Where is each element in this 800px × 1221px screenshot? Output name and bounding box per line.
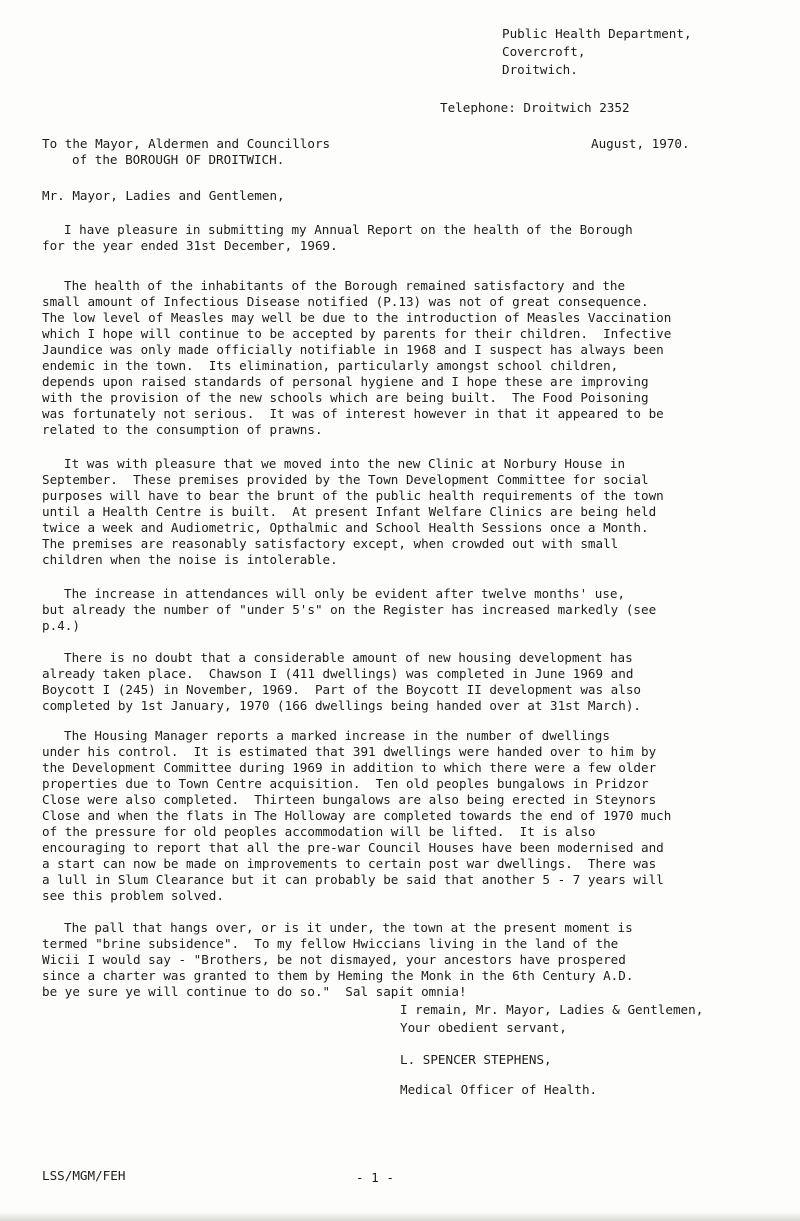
salutation: Mr. Mayor, Ladies and Gentlemen, — [42, 188, 285, 203]
text-line: the Development Committee during 1969 in addition to which there were a few older — [42, 760, 657, 775]
text-line: p.4.) — [42, 618, 80, 633]
text-line: properties due to Town Centre acquisition. Ten old peoples bungalows in Pridzor — [42, 776, 649, 791]
text-line: a lull in Slum Clearance but it can probably be said that another 5 - 7 years will — [42, 872, 664, 887]
text-line: twice a week and Audiometric, Opthalmic and School Health Sessions once a Month. — [42, 520, 649, 535]
text-line: Boycott I (245) in November, 1969. Part of the Boycott II development was also — [42, 682, 641, 697]
paragraph-attendances — [42, 586, 762, 634]
text-line: depends upon raised standards of personal hygiene and I hope these are improving — [42, 374, 649, 389]
text-line: The low level of Measles may well be due to the introduction of Measles Vaccination — [42, 310, 672, 325]
text-line: Jaundice was only made officially notifiable in 1968 and I suspect has always been — [42, 342, 664, 357]
text-line: encouraging to report that all the pre-war Council Houses have been modernised and — [42, 840, 664, 855]
text-line: The pall that hangs over, or is it under, the town at the present moment is — [64, 920, 633, 935]
department-street: Covercroft, — [502, 44, 586, 59]
signatory-title: Medical Officer of Health. — [400, 1082, 598, 1097]
text-line: was fortunately not serious. It was of interest however in that it appeared to be — [42, 406, 664, 421]
text-line: small amount of Infectious Disease notified (P.13) was not of great consequence. — [42, 294, 649, 309]
department-town: Droitwich. — [502, 62, 578, 77]
paragraph-health — [42, 278, 762, 438]
closing-remain: I remain, Mr. Mayor, Ladies & Gentlemen, — [400, 1002, 704, 1017]
paragraph-intro — [42, 222, 762, 254]
text-line: The premises are reasonably satisfactory except, when crowded out with small — [42, 536, 619, 551]
text-line: Wicii I would say - "Brothers, be not dismayed, your ancestors have prospered — [42, 952, 626, 967]
closing-servant: Your obedient servant, — [400, 1020, 567, 1035]
page-bottom-edge — [0, 1212, 800, 1221]
text-line: The Housing Manager reports a marked increase in the number of dwellings — [64, 728, 610, 743]
text-line: purposes will have to bear the brunt of the public health requirements of the town — [42, 488, 664, 503]
text-line: I have pleasure in submitting my Annual Report on the health of the Borough — [64, 222, 633, 237]
text-line: see this problem solved. — [42, 888, 224, 903]
paragraph-clinic — [42, 456, 762, 568]
text-line: already taken place. Chawson I (411 dwellings) was completed in June 1969 and — [42, 666, 634, 681]
text-line: Close were also completed. Thirteen bungalows are also being erected in Steynors — [42, 792, 657, 807]
addressee-line-2: of the BOROUGH OF DROITWICH. — [72, 152, 285, 167]
text-line: completed by 1st January, 1970 (166 dwellings being handed over at 31st March). — [42, 698, 641, 713]
text-line: endemic in the town. Its elimination, particularly amongst school children, — [42, 358, 619, 373]
page-number: - 1 - — [356, 1170, 394, 1185]
letter-date: August, 1970. — [591, 136, 690, 151]
telephone-line: Telephone: Droitwich 2352 — [440, 100, 630, 115]
text-line: termed "brine subsidence". To my fellow Hwiccians living in the land of the — [42, 936, 619, 951]
paragraph-housing-development — [42, 650, 762, 714]
text-line: a start can now be made on improvements to certain post war dwellings. There was — [42, 856, 657, 871]
signatory-name: L. SPENCER STEPHENS, — [400, 1052, 552, 1067]
addressee-line-1: To the Mayor, Aldermen and Councillors — [42, 136, 331, 151]
text-line: since a charter was granted to them by Heming the Monk in the 6th Century A.D. — [42, 968, 634, 983]
text-line: until a Health Centre is built. At present Infant Welfare Clinics are being held — [42, 504, 657, 519]
reference-code: LSS/MGM/FEH — [42, 1168, 126, 1183]
paragraph-housing-manager — [42, 728, 762, 904]
text-line: of the pressure for old peoples accommodation will be lifted. It is also — [42, 824, 596, 839]
text-line: for the year ended 31st December, 1969. — [42, 238, 338, 253]
text-line: but already the number of "under 5's" on the Register has increased markedly (see — [42, 602, 657, 617]
paragraph-brine-subsidence — [42, 920, 762, 1000]
text-line: be ye sure ye will continue to do so." Sal sapit omnia! — [42, 984, 467, 999]
text-line: The increase in attendances will only be evident after twelve months' use, — [64, 586, 626, 601]
text-line: under his control. It is estimated that 391 dwellings were handed over to him by — [42, 744, 657, 759]
text-line: related to the consumption of prawns. — [42, 422, 323, 437]
text-line: There is no doubt that a considerable amount of new housing development has — [64, 650, 633, 665]
text-line: It was with pleasure that we moved into the new Clinic at Norbury House in — [64, 456, 626, 471]
text-line: September. These premises provided by the Town Development Committee for social — [42, 472, 649, 487]
department-name: Public Health Department, — [502, 26, 692, 41]
text-line: The health of the inhabitants of the Borough remained satisfactory and the — [64, 278, 626, 293]
text-line: with the provision of the new schools which are being built. The Food Poisoning — [42, 390, 649, 405]
text-line: which I hope will continue to be accepted by parents for their children. Infective — [42, 326, 672, 341]
text-line: children when the noise is intolerable. — [42, 552, 338, 567]
text-line: Close and when the flats in The Holloway are completed towards the end of 1970 much — [42, 808, 672, 823]
